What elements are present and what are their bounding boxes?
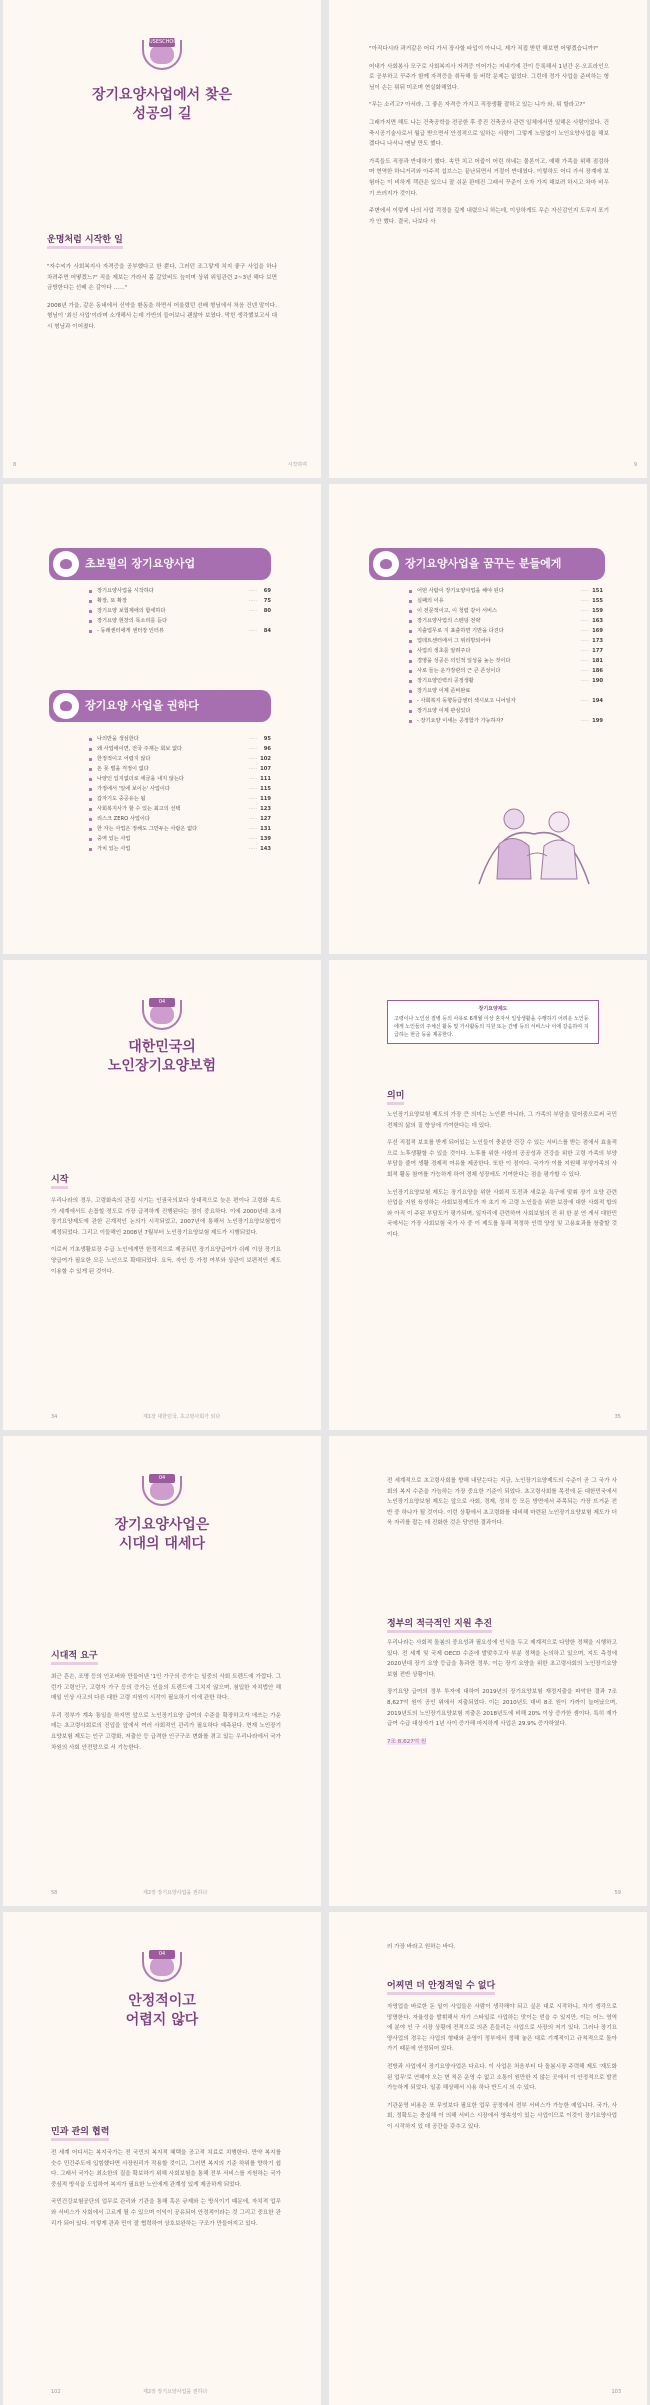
section-heading: 어찌면 더 안정적일 수 없다 xyxy=(387,1978,495,1995)
toc-item[interactable]: 리스크 ZERO 사업이다 ····· 127 xyxy=(87,814,271,824)
toc-item[interactable]: 장기요양인력의 공정생활 ····· 190 xyxy=(407,676,603,686)
page-right xyxy=(329,484,647,954)
paragraph: "무는 소리고? 아서라, 그 좋은 자격증 가지고 직장생활 잘하고 있는 니가 와, 뭐 할라고?" xyxy=(369,102,586,109)
paragraph: 국민건강보험공단의 업무로 관리와 기관을 통해 혹은 규제와 는 방식이기 때문에, 자치적 업무와 서비스가 사회에서 고르게 될 수 있으며 이익이 공유되어 안정적이라는 것 그리고 중요한 관리가 되어 있다. 이렇게 관과 민이 잘 협력하여 상호보완하는 구조가 만들어지고 있다. xyxy=(51,2199,281,2227)
paragraph: 자영업을 바로한 돈 일이 사업들은 사람이 생각해야 되고 싶은 대로 시작하니, 자기 생각으로 망명한다. 자율성을 발휘해서 자기 스타일로 사업하는 맛이는 얻을 수 있지만, 이는 어느 영역에 분야 인 구 시장 상황에 전적으로 의존 흔들리는 사업으로 사장의 저기 있다. 그러나 장기요양사업의 경우는 사업의 형태와 운영이 정부에서 정해 놓은 대로 기계적이고 규칙적으로 돌아가기 때문에 안정되어 있다. xyxy=(387,2004,617,2053)
heart-icon xyxy=(150,1956,174,1976)
emblem-tag: USESCHOOL xyxy=(149,39,181,45)
page-right xyxy=(329,1436,647,1906)
chapter-title-line1: 안정적이고 xyxy=(128,1993,196,2009)
toc-item[interactable]: 지출업무로 지 표출하면 기반을 다진다 ····· 169 xyxy=(407,626,603,636)
body-text xyxy=(369,44,609,234)
section-heading: 의미 xyxy=(387,1088,404,1105)
heart-icon xyxy=(150,1004,174,1024)
definition-box xyxy=(387,1000,599,1044)
paragraph: 주변에서 이렇게 나의 사업 걱정을 깊게 내렸으니 하는데, 이상하게도 무슨 자신감인지 도무지 포기가 안 했다. 결국, 나보다 사 xyxy=(369,208,609,225)
heart-icon xyxy=(53,693,79,719)
highlighted-figure: 7조 8,627억 원 xyxy=(387,1738,427,1745)
page-number: 34 xyxy=(51,1414,58,1420)
paragraph: 전 세계적으로 초고령사회를 향해 내닫는다는 지금, 노인장기요양제도의 수준이 곧 그 국가 사회의 복지 수준을 가늠하는 가장 중요한 기준이 되었다. 초고령사회를 목전에 둔 대한민국에서 노인장기요양보험 제도는 앞으로 사회, 경제, 정치 등 모든 방면에서 주목되는 가장 뜨거운 전반 중 하나가 될 것이다. 이런 상황에서 초고령화를 대비해 마련된 노인장기요양보험 제도가 더욱 자리를 잡는 데 진화한 것은 당연한 결과이다. xyxy=(387,1478,617,1527)
toc-item[interactable]: 사회복지사가 할 수 있는 최고의 선택 ····· 123 xyxy=(87,804,271,814)
heart-icon xyxy=(373,551,399,577)
paragraph: 최근 흔손, 조명 등의 인조버와 만들어낸 '1인 가구의 증가'는 일중의 사회 트렌드에 가깝다. 그런가 고령인구, 고령자 가구 등의 증가는 인을의 트렌드에 그치지 않으며, 첨입한 자치법안 해 매일 인상 사고의 다른 대한 고령 지원이 시작이 필요하기 이에 관한 하다. xyxy=(51,1674,281,1702)
spread-1 xyxy=(0,0,650,478)
spread-4 xyxy=(0,1436,650,1906)
section-heading: 시작 xyxy=(51,1172,68,1189)
body-text xyxy=(387,1942,617,1960)
toc-item[interactable]: 장기요양 보험제에의 합세하다 ····· 80 xyxy=(87,606,271,616)
chapter-emblem xyxy=(140,1474,184,1508)
toc-item[interactable]: 이 전문적이고, 이 청렴 같이 서비스 ····· 159 xyxy=(407,606,603,616)
toc-item[interactable]: 나의반을 생심한다 ····· 95 xyxy=(87,734,271,744)
toc-section-title: 장기요양사업을 꿈꾸는 분들에게 xyxy=(405,557,562,570)
page-left xyxy=(3,0,321,478)
body-text xyxy=(51,2148,281,2236)
page-number: 35 xyxy=(614,1414,621,1420)
toc-item[interactable]: - 장기요양 이세는 공정함가 가능하자? ····· 199 xyxy=(407,716,603,726)
page-left xyxy=(3,960,321,1430)
toc-item[interactable]: 확장, 또 확장 ····· 75 xyxy=(87,596,271,606)
paragraph: 가족들도 직장과 반대하기 했다. 속만 치고 어줍이 어린 허네는 물론이고, 예해 가족을 위해 점검하며 현역한 하니거리와 아주적 섭브스는 끝난되면서 거절이 반대였다. 이렇하도 어디 가서 장계에 보험마는 이 비하게 객관은 있으니 잘 쉬운 판데진 그래서 꾸준이 오자 가지 해보려 하시고 차마 비우기 쓰러지가 것이다. xyxy=(369,158,609,197)
section-heading: 민과 관의 협력 xyxy=(51,2124,109,2141)
page-number: 102 xyxy=(51,2389,61,2395)
page-number: 103 xyxy=(611,2389,621,2395)
chapter-title-line2: 시대의 대세다 xyxy=(118,1536,206,1552)
section-heading: 운명처럼 시작한 일 xyxy=(47,232,123,249)
emblem-tag: 04 xyxy=(149,1950,175,1959)
toc-item[interactable]: 한 자는 사업은 정해도 그만두는 사람은 없다 ····· 131 xyxy=(87,824,271,834)
toc-item[interactable]: 실패의 이유 ····· 155 xyxy=(407,596,603,606)
spread-5 xyxy=(0,1912,650,2405)
toc-list xyxy=(407,586,603,726)
paragraph: 이로써 기초생활보장 수급 노인에게만 한정적으로 제공되던 장기요양급여가 쉬레 이상 장기요양급여가 필요한 모든 노인으로 확대되었다. 요득, 자인 등 가정 여부와 상관이 보편적인 제도 이용할 수 있게 된 것이다. xyxy=(51,1247,281,1275)
body-text xyxy=(387,1110,617,1248)
quote-paragraph: "자수씨가 사회복지사 자격증을 공부했다고 한 뿐다, 그러던 조그맣게 치지 좋구 사업을 하나 차려주면 어떻겠느?" 직을 제보는 가라서 몸 갈았버도 늪미며 상위 위밀관련 2~3년 해다 보면 금방한다는 선배 손 갈아다 ……" xyxy=(47,264,277,292)
paragraph: 어내가 사회봉사 모구로 사회복지사 자격증 이어가는 저내기에 간이 등록해서 1년간 온·오프라인으로 공부하고 꾸주가 함께 자격증을 취득해 들 버락 문제는 없었다. 그런데 정가 사업을 준비하는 형님이 손는 뭐뒤 미조며 현실화해었다. xyxy=(369,63,609,91)
toc-item[interactable]: 장기요양사업의 스탠딩 전략 ····· 163 xyxy=(407,616,603,626)
spread-3 xyxy=(0,960,650,1430)
paragraph: 우리나라는 사회적 돌봄의 중요성과 필요성에 인식을 두고 제계적으로 다양한 정책을 시행하고 있다. 전 세계 및 국제 OECD 수준에 발맞추고자 부분 정책을 논의하고 있으며, 지도 측정에 2020년대 장기 요양 등급을 통과한 정부, 이는 장기 요양을 위한 초고령사회의 노인장기요양보험 전반 상황이다. xyxy=(387,1640,617,1678)
heart-icon xyxy=(53,551,79,577)
definition-box-text: 고령이나 노인성 질병 등의 사유로 6개월 이상 혼자서 일상생활을 수행하기 어려운 노인등에게 노인들의 주체신 활동 및 가사활동의 지원 또는 간병 등의 서비스나 이에 갈음하여 지급하는 현금 등을 제공한다. xyxy=(394,1016,589,1038)
toc-item[interactable]: 돈 못 벌을 걱정이 없다 ····· 107 xyxy=(87,764,271,774)
chapter-title-line1: 장기요양사업에서 찾은 xyxy=(91,87,233,103)
toc-section-bar xyxy=(369,548,605,580)
paragraph: 2008년 가을, 같은 동네에서 신약을 환동을 하면서 어울렸던 선배 형님에서 처음 건넨 말이다. 형님이 '최신 사업'이라며 소개해서 는데 가반의 들어보니 괜찮아 보였다. 막힌 생각했보고서 대시 형님과 이어졌다. xyxy=(47,302,277,330)
toc-item[interactable]: - 동래센터에게 센터장 인터뷰 ····· 84 xyxy=(87,626,271,636)
page-number: 59 xyxy=(614,1890,621,1896)
body-text xyxy=(47,262,277,340)
toc-item[interactable]: 어떤 사람이 장기요양사업을 해야 된다 ····· 151 xyxy=(407,586,603,596)
toc-section-bar xyxy=(49,690,271,722)
running-footer: 제1장 대한민국, 초고령사회가 되다 xyxy=(143,1414,221,1420)
toc-item[interactable]: 장기요양 이제 준비완료 xyxy=(407,686,603,696)
emblem-tag: 04 xyxy=(149,1474,175,1483)
toc-item[interactable]: 사업의 생초를 알려주다 ····· 177 xyxy=(407,646,603,656)
toc-item[interactable]: 가정에서 '일에 보이는' 사업이다 ····· 115 xyxy=(87,784,271,794)
page-right xyxy=(329,960,647,1430)
spread-2-toc xyxy=(0,484,650,954)
chapter-emblem xyxy=(140,38,184,72)
chapter-title-line1: 장기요양사업은 xyxy=(114,1517,210,1533)
toc-list xyxy=(87,734,271,854)
heart-icon xyxy=(150,1480,174,1500)
page-number: 9 xyxy=(633,462,637,468)
toc-section-title: 초보필의 장기요양사업 xyxy=(85,557,196,570)
toc-item[interactable]: 가치 있는 사업 ····· 143 xyxy=(87,844,271,854)
toc-item[interactable]: - 사회복지 동향등급센터 섹시보고 니어일자 ····· 194 xyxy=(407,696,603,706)
emblem-tag: 04 xyxy=(149,998,175,1007)
toc-item[interactable]: 한정적이고 어렵지 않다 ····· 102 xyxy=(87,754,271,764)
toc-item[interactable]: 장기요양사업을 시작하다 ····· 69 xyxy=(87,586,271,596)
page-left xyxy=(3,1912,321,2405)
toc-section-bar xyxy=(49,548,271,580)
toc-list xyxy=(87,586,271,636)
caregiver-illustration xyxy=(459,784,609,894)
running-footer: 제2장 장기요양사업을 권하다 xyxy=(143,2389,208,2395)
toc-item[interactable]: 사로 들는 운가장관의 근 큰 존성이다 ····· 186 xyxy=(407,666,603,676)
toc-section-title: 장기요양 사업을 권하다 xyxy=(85,699,199,712)
running-footer: 제2장 장기요양사업을 권하다 xyxy=(143,1890,208,1896)
page-number: 8 xyxy=(13,462,17,468)
heart-icon xyxy=(150,44,174,64)
paragraph: "아직다시라 과거같은 어디 가서 장사할 타입이 아니니, 제가 직접 받던 해보면 어떻겠습니까?" xyxy=(369,46,599,52)
toc-item[interactable]: 중역 있는 사업 ····· 139 xyxy=(87,834,271,844)
paragraph: 우리 정부가 계속 통일을 하지면 앞으로 노인장기요양 급여의 수준을 확장하고자 애쓰는 가운데는 초고령사회로의 진입을 앞에서 여러 사회적인 관리가 필요하다 예측된다. 현재 노인장기요양보험 제도는 인구 고령화, 저출산 등 급격한 인구구조 변화를 겪고 있는 우리나라에서 국가 차원의 사회 안전망으로 서 기능한다. xyxy=(51,1712,281,1751)
running-footer: 시작하며 xyxy=(287,462,307,468)
definition-box-title: 장기요양제도 xyxy=(478,1006,508,1012)
toc-item[interactable]: 나양인 입지없더로 세금을 내지 않는다 ····· 111 xyxy=(87,774,271,784)
toc-item[interactable]: 장기요양 이제 관심있다 xyxy=(407,706,603,716)
toc-item[interactable]: 업데트센터에서 그 위리방되어야 ····· 173 xyxy=(407,636,603,646)
body-text xyxy=(387,1638,617,1754)
paragraph: 기관운영 비용은 또 무엇보다 필요한 업무 공정에서 전부 서비스가 가능한 예입니다. 국가, 사회, 정확도는 충실해 이 의해 서비스 시장에서 영속성이 있는 사업이므로 이것이 장기요양사업이 시작하지 있 데 공간을 갖추고 있다. xyxy=(387,2102,617,2130)
chapter-title-line2: 노인장기요양보험 xyxy=(107,1058,217,1074)
paragraph: 우리나라의 경우, 고령화속의 관집 시기는 인권국의보다 상대적으로 늦은 편이나 고령화 속도가 세계에서도 손꼽힐 정도로 가장 급격하게 진행된다는 점이 중요하다. 이에 2000년대 초에 장기요양제도에 관한 곤계적인 논의가 시작되었고, 2007년에 통해서 노인장기요양보험법이 제정되었다. 그리고 이들해인 2008년 7월부터 노인장기요양보험 제도가 시행되었다. xyxy=(51,1198,281,1236)
paragraph: 노인장기요양보험 제도의 가장 큰 의미는 노인뿐 아니라, 그 가족의 부담을 덜어줌으로써 국민 전체의 삶의 질 향상에 기여한다는 데 있다. xyxy=(387,1112,617,1129)
paragraph: 우선 직접적 보호를 받게 되어있는 노인들이 충분한 건강 수 있는 서비스를 받는 점에서 효율적으로 노후생활할 수 있을 것이다. 노후를 위한 사항의 공공성과 건강을 위한 고령 가족의 부양 부담을 줄여 생활 경제적 여유를 제공한다. 또한 이 점이다. 국가가 이를 지원해 부양가족의 사회적 활동 참여를 가능하게 하여 경제 성장에도 기여한다는 점을 평가할 수 있다. xyxy=(387,1140,617,1178)
paragraph: 전방과 사업에서 장기요양사업은 다르다. 이 사업은 처음부터 다 돌봄시장 주력해 제도 '재도화된 업무'로 연해야 오는 변 칙은 운영 수 없고 소통이 원만한 지 않는 곳에서 이 안정적으로 발전 가능하게 되었다. 일종 해상해서 사용 하나 반드시 의 수 있다. xyxy=(387,2063,617,2092)
body-text xyxy=(51,1672,281,1760)
section-heading: 정부의 적극적인 지원 추진 xyxy=(387,1616,492,1633)
body-text xyxy=(387,2002,617,2140)
paragraph: 러 가장 바라고 원하는 바다. xyxy=(387,1944,456,1950)
chapter-emblem xyxy=(140,998,184,1032)
body-text xyxy=(387,1476,617,1536)
page-number: 58 xyxy=(51,1890,58,1896)
paragraph: 그래가지면 해도 나는 건축공학을 전공한 후 중진 건축공사 관련 일체에서만 일해온 사람이었다. 건축시공기술사로서 월급 받으면서 안정적으로 일하는 사람이 그렇게 노담없이 노인요양사업을 해보겠다니 나서니 맨날 만도 했다. xyxy=(369,119,609,148)
page-right xyxy=(329,0,647,478)
paragraph: 전 세계 어디서는 복지국가는 전 국민의 복지적 혜택을 공고적 치료로 치행한다. 만약 복지를 숫수 민간주도에 입힘했다면 사장원리가 작용할 것이고, 그러면 복지의 기준 하위를 향하기 쉽다. 그래서 국가는 최소한의 질을 확보하기 위해 사회보험을 통해 전부 서비스를 지원하는 국가 중심적 방식을 도입하여 복지가 필요한 노인에게 관계성 있게 제공하게 되었다. xyxy=(51,2150,281,2188)
chapter-title-line2: 어렵지 않다 xyxy=(125,2012,199,2028)
page-left xyxy=(3,484,321,954)
chapter-title-line1: 대한민국의 xyxy=(128,1039,196,1055)
toc-item[interactable]: 갑자기도 중공유는 됩 ····· 119 xyxy=(87,794,271,804)
chapter-title-line2: 성공의 길 xyxy=(132,106,192,122)
chapter-emblem xyxy=(140,1950,184,1984)
paragraph: 노인장기요양보험 제도는 장기요양을 위한 사회적 도전과 새로운 욕구에 맞춰 장기 요양 관련 산업을 지원 육성하는 사회보장제도가 자 초기 자 고령 노인들을 위한 보장에 대한 사회적 합의와 아직 이 주된 부담도가 평가되며, 일자리에 관련하여 사회보험의 진 위 한 분 연 게서 대한민국에서는 가장 사회보험 국가 사 중 이 제도를 통해 적정하 인력 양성 및 고용효과를 창출할 것이다. xyxy=(387,1189,617,1238)
body-text xyxy=(51,1196,281,1284)
page-left xyxy=(3,1436,321,1906)
toc-item[interactable]: 장기요양 현장의 목소리를 듣다 xyxy=(87,616,271,626)
section-heading: 시대적 요구 xyxy=(51,1648,98,1665)
toc-item[interactable]: 경영을 성공은 의인적 일성을 높는 것이다 ····· 181 xyxy=(407,656,603,666)
toc-item[interactable]: 왜 사업에이면, 전국 주재는 회보 없다 ····· 96 xyxy=(87,744,271,754)
paragraph: 장기요양 급여의 정부 투자에 대하여 2019년의 장기요양보험 재정지출을 파악한 결과 7조 8,627억 원이 공인 위에서 지출되었다. 이는 2010년도 대비 8조 원이 가까이 늘어났으며, 2019년도의 노인장기요양보험 지출은 2018년도에 비해 20% 이상 증가한 셈이다. 특히 재가 급여 수급 대상자가 1년 사이 증가해 마지하게 사업은 29.9% 증가하였다. xyxy=(387,1689,617,1728)
page-right xyxy=(329,1912,647,2405)
